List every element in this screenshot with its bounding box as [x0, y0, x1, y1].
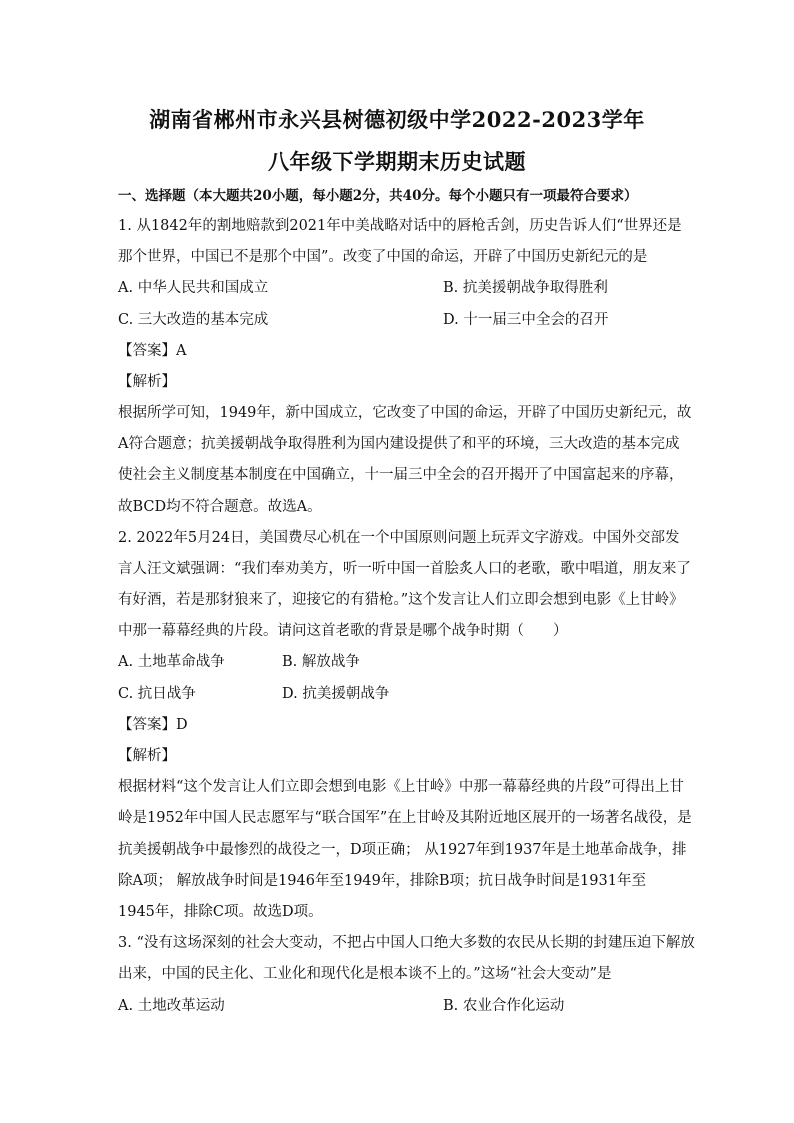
document-title-line-1: 湖南省郴州市永兴县树德初级中学2022-2023学年 [149, 107, 645, 132]
question-3-stem-line: 3. “没有这场深刻的社会大变动，不把占中国人口绝大多数的农民从长期的封建压迫下解放 [118, 935, 695, 951]
question-2-stem-line: 2. 2022年5月24日，美国费尽心机在一个中国原则问题上玩弄文字游戏。中国外交部发 [118, 530, 680, 546]
question-2-option-c: C. 抗日战争 [118, 686, 196, 702]
question-2-analysis-label: 【解析】 [118, 748, 176, 764]
question-2-stem-line: 中那一幕幕经典的片段。请问这首老歌的背景是哪个战争时期（ ） [118, 623, 568, 639]
question-1-analysis-line: 使社会主义制度基本制度在中国确立，十一届三中全会的召开揭开了中国富起来的序幕， [118, 467, 684, 483]
question-2-analysis-line: 抗美援朝战争中最惨烈的战役之一，D项正确； 从1927年到1937年是土地革命战争，排 [118, 842, 687, 858]
question-1-option-d: D. 十一届三中全会的召开 [443, 312, 609, 328]
question-2-stem-line: 言人汪文斌强调：“我们奉劝美方，听一听中国一首脍炙人口的老歌，歌中唱道，朋友来了 [118, 561, 691, 577]
question-2-option-a: A. 土地革命战争 [118, 654, 225, 670]
question-3-option-a: A. 土地改革运动 [118, 998, 225, 1014]
question-1-analysis-label: 【解析】 [118, 374, 176, 390]
document-title-line-2: 八年级下学期期末历史试题 [268, 149, 526, 174]
question-1-option-b: B. 抗美援朝战争取得胜利 [443, 280, 608, 296]
question-2-option-b: B. 解放战争 [282, 654, 360, 670]
question-3-stem-line: 出来，中国的民主化、工业化和现代化是根本谈不上的。”这场“社会大变动”是 [118, 966, 612, 982]
question-2-analysis-line: 除A项； 解放战争时间是1946年至1949年，排除B项；抗日战争时间是1931年至 [118, 873, 646, 889]
question-2-option-d: D. 抗美援朝战争 [282, 686, 390, 702]
question-1-stem-line: 那个世界，中国已不是那个中国”。改变了中国的命运，开辟了中国历史新纪元的是 [118, 249, 648, 265]
question-3-option-b: B. 农业合作化运动 [443, 998, 565, 1014]
question-1-analysis-line: 故BCD均不符合题意。故选A。 [118, 499, 322, 515]
section-header: 一、选择题（本大题共20小题，每小题2分，共40分。每个小题只有一项最符合要求） [118, 188, 638, 204]
question-1-stem-line: 1. 从1842年的割地赔款到2021年中美战略对话中的唇枪舌剑，历史告诉人们“世界还是 [118, 218, 682, 234]
question-2-answer: 【答案】D [118, 717, 188, 733]
question-2-stem-line: 有好酒，若是那豺狼来了，迎接它的有猎枪。”这个发言让人们立即会想到电影《上甘岭》 [118, 592, 684, 608]
question-2-analysis-line: 岭是1952年中国人民志愿军与“联合国军”在上甘岭及其附近地区展开的一场著名战役，是 [118, 810, 692, 826]
question-1-option-c: C. 三大改造的基本完成 [118, 312, 269, 328]
question-2-analysis-line: 根据材料“这个发言让人们立即会想到电影《上甘岭》中那一幕幕经典的片段”可得出上甘 [118, 779, 684, 795]
question-1-analysis-line: A符合题意；抗美援朝战争取得胜利为国内建设提供了和平的环境，三大改造的基本完成 [118, 436, 680, 452]
question-1-option-a: A. 中华人民共和国成立 [118, 280, 269, 296]
question-1-answer: 【答案】A [118, 343, 187, 359]
question-2-analysis-line: 1945年，排除C项。故选D项。 [118, 904, 323, 920]
question-1-analysis-line: 根据所学可知，1949年，新中国成立，它改变了中国的命运，开辟了中国历史新纪元，故 [118, 405, 692, 421]
